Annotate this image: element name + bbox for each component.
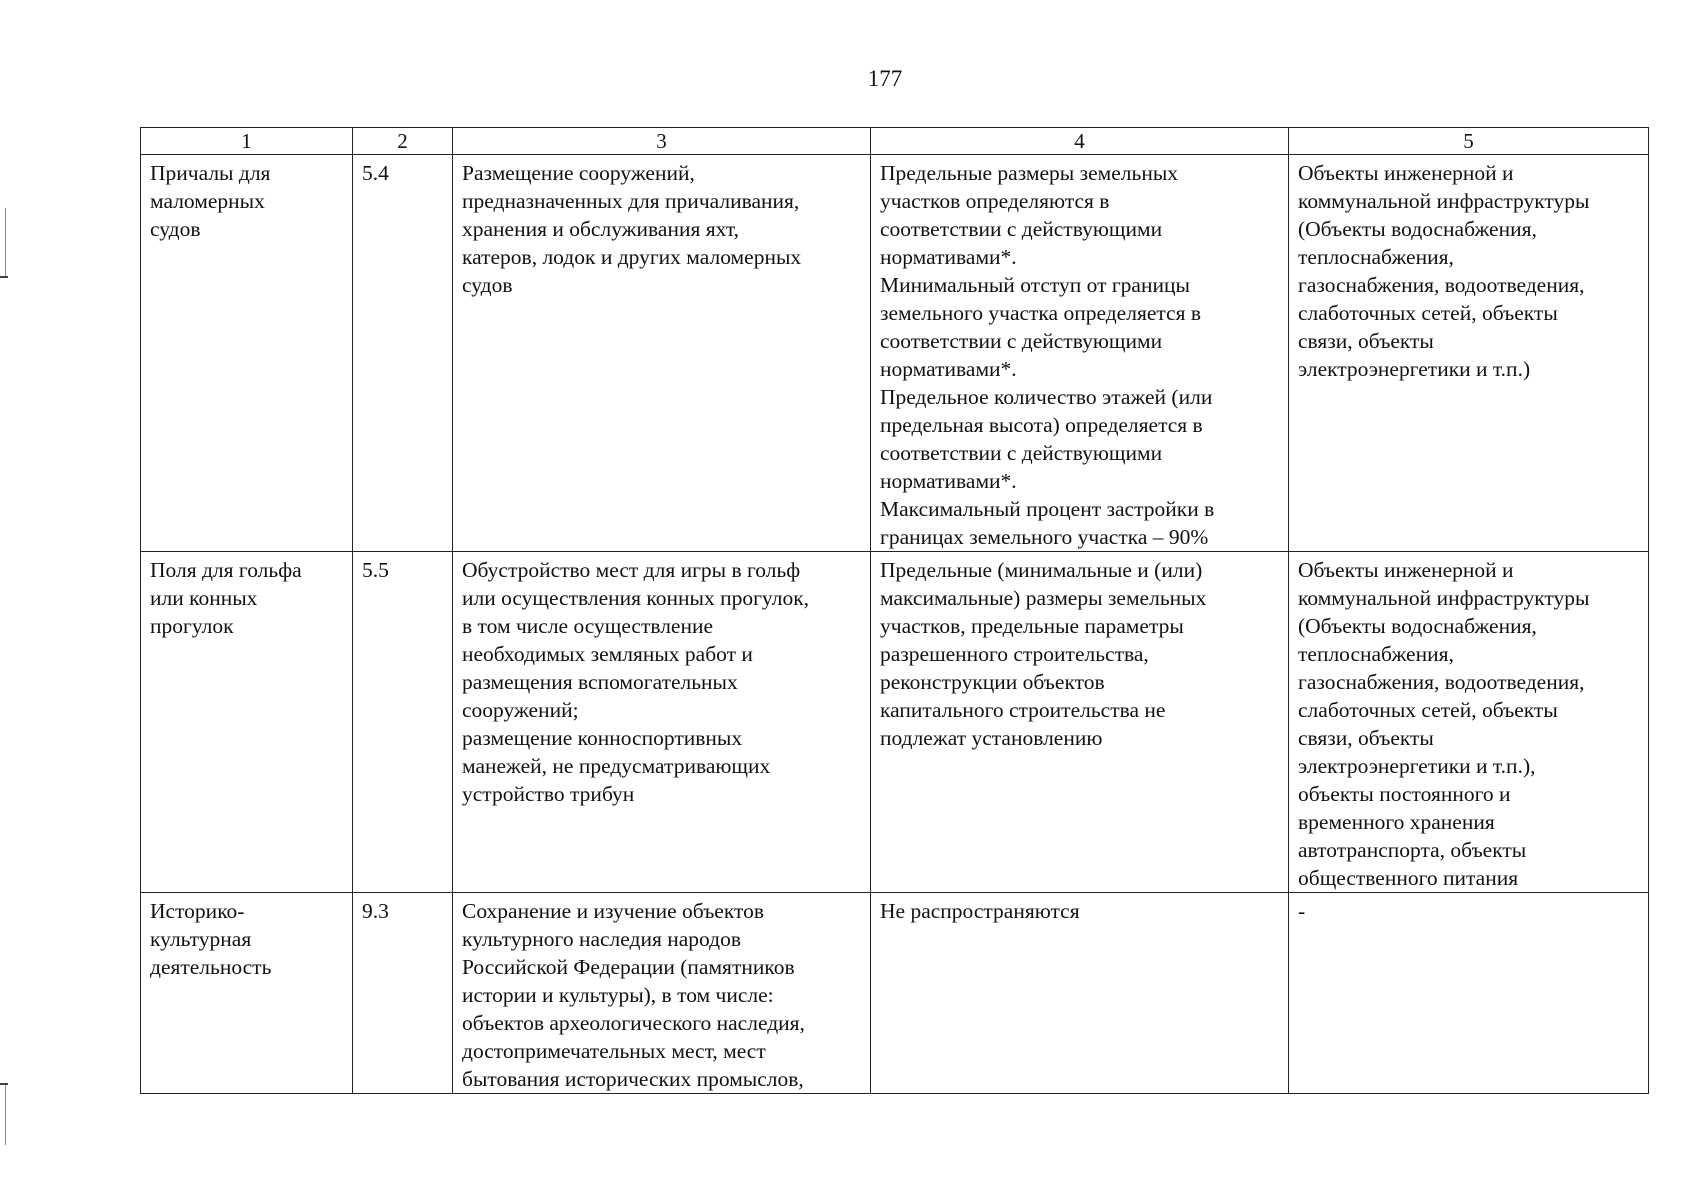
- column-header: 5: [1289, 128, 1649, 155]
- land-use-description: Обустройство мест для игры в гольф или осуществления конных прогулок, в том числе осуществление необходимых земляных работ и размещения вспомогательных сооружений; размещение конноспортивных манежей, не предусматривающих устройство трибун: [453, 552, 871, 893]
- land-use-description: Размещение сооружений, предназначенных для причаливания, хранения и обслуживания яхт, катеров, лодок и других маломерных судов: [453, 155, 871, 552]
- column-header: 4: [871, 128, 1289, 155]
- scan-margin-mark: [0, 1083, 8, 1085]
- auxiliary-uses: -: [1289, 893, 1649, 1094]
- table-row: [141, 155, 1649, 552]
- column-header: 1: [141, 128, 353, 155]
- page-number: 177: [867, 66, 903, 91]
- building-parameters: Предельные размеры земельных участков определяются в соответствии с действующими нормативами*. Минимальный отступ от границы земельного участка определяется в соответствии с действующими нормативами*. Предельное количество этажей (или предельная высота) определяется в соответствии с действующими нормативами*. Максимальный процент застройки в границах земельного участка – 90%: [871, 155, 1289, 552]
- scan-margin-tick: [5, 208, 6, 278]
- land-use-name: Поля для гольфа или конных прогулок: [141, 552, 353, 893]
- scan-margin-tick: [5, 1085, 6, 1145]
- auxiliary-uses: Объекты инженерной и коммунальной инфраструктуры (Объекты водоснабжения, теплоснабжения, газоснабжения, водоотведения, слаботочных сетей, объекты связи, объекты электроэнергетики и т.п.): [1289, 155, 1649, 552]
- building-parameters: Не распространяются: [871, 893, 1289, 1094]
- table-row: [141, 552, 1649, 893]
- scan-margin-mark: [0, 276, 8, 278]
- table-row: [141, 893, 1649, 1094]
- land-use-code: 5.5: [353, 552, 453, 893]
- column-header: 3: [453, 128, 871, 155]
- auxiliary-uses: Объекты инженерной и коммунальной инфраструктуры (Объекты водоснабжения, теплоснабжения, газоснабжения, водоотведения, слаботочных сетей, объекты связи, объекты электроэнергетики и т.п.), объекты постоянного и временного хранения автотранспорта, объекты общественного питания: [1289, 552, 1649, 893]
- land-use-description: Сохранение и изучение объектов культурного наследия народов Российской Федерации (памятников истории и культуры), в том числе: объектов археологического наследия, достопримечательных мест, мест бытования исторических промыслов,: [453, 893, 871, 1094]
- land-use-name: Причалы для маломерных судов: [141, 155, 353, 552]
- land-use-name: Историко- культурная деятельность: [141, 893, 353, 1094]
- column-header: 2: [353, 128, 453, 155]
- land-use-code: 5.4: [353, 155, 453, 552]
- building-parameters: Предельные (минимальные и (или) максимальные) размеры земельных участков, предельные параметры разрешенного строительства, реконструкции объектов капитального строительства не подлежат установлению: [871, 552, 1289, 893]
- table-header-row: [141, 128, 1649, 155]
- land-use-code: 9.3: [353, 893, 453, 1094]
- zoning-table: [140, 127, 1649, 1094]
